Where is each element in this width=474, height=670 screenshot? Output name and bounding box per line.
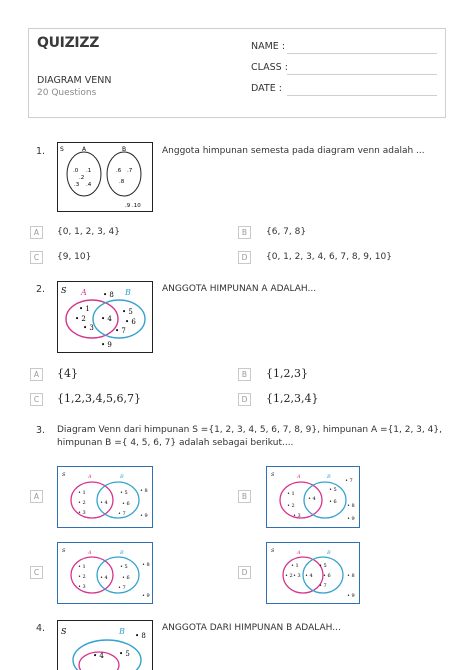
svg-text:• 5: • 5 — [120, 564, 128, 570]
svg-text:• 8: • 8 — [140, 488, 148, 494]
q2-option-c-letter[interactable]: C — [30, 393, 43, 406]
q3-option-c-letter[interactable]: C — [30, 566, 43, 579]
q4-text: ANGGOTA DARI HIMPUNAN B ADALAH... — [162, 623, 341, 633]
q4-elem-8: • 8 — [135, 632, 146, 640]
svg-text:• 2: • 2 — [285, 573, 293, 579]
q1-elem-0: .0 — [73, 168, 79, 174]
q2-option-a[interactable]: {4} — [57, 367, 78, 380]
q2-option-b-letter[interactable]: B — [238, 368, 251, 381]
svg-text:• 8: • 8 — [347, 503, 355, 509]
svg-text:• 1: • 1 — [78, 490, 86, 496]
svg-text:• 3: • 3 — [78, 584, 86, 590]
svg-text:A: A — [297, 474, 301, 480]
q1-option-c-letter[interactable]: C — [30, 251, 43, 264]
q2-elem-3: • 3 — [83, 324, 94, 332]
q1-outside-elems: .9 .10 — [125, 203, 141, 209]
q2-s-label: S — [61, 286, 67, 295]
q1-option-a-letter[interactable]: A — [30, 226, 43, 239]
q2-elem-5: • 5 — [122, 308, 133, 316]
q3-option-d-letter[interactable]: D — [238, 566, 251, 579]
q4-number: 4. — [36, 623, 46, 634]
svg-text:• 3: • 3 — [78, 510, 86, 516]
q2-option-a-letter[interactable]: A — [30, 368, 43, 381]
name-label: NAME : — [251, 41, 286, 52]
svg-text:• 2: • 2 — [78, 574, 86, 580]
q2-option-c[interactable]: {1,2,3,4,5,6,7} — [57, 392, 141, 405]
q2-elem-9: • 9 — [101, 341, 112, 349]
q1-elem-1: .1 — [86, 168, 92, 174]
q3-number: 3. — [36, 425, 46, 436]
q3-option-a-diagram[interactable] — [57, 466, 153, 528]
q1-option-c[interactable]: {9, 10} — [57, 252, 92, 262]
q3-text-line2: himpunan B ={ 4, 5, 6, 7} adalah sebagai berikut.... — [57, 438, 294, 448]
svg-text:A: A — [297, 550, 301, 556]
question-count: 20 Questions — [37, 88, 97, 98]
q1-elem-3: .3 — [74, 182, 80, 188]
q4-elem-5: • 5 — [119, 650, 130, 658]
q2-elem-6: • 6 — [125, 318, 136, 326]
svg-text:S: S — [271, 472, 275, 478]
q3-option-a-letter[interactable]: A — [30, 490, 43, 503]
name-line — [287, 53, 437, 54]
svg-text:• 8: • 8 — [347, 573, 355, 579]
q2-elem-8: • 8 — [103, 291, 114, 299]
svg-text:• 2: • 2 — [78, 500, 86, 506]
svg-text:• 9: • 9 — [142, 593, 150, 599]
quizizz-logo: QUIZIZZ — [37, 35, 100, 51]
q4-elem-4: • 4 — [93, 652, 104, 660]
svg-text:• 4: • 4 — [305, 573, 313, 579]
q2-elem-1: • 1 — [79, 305, 90, 313]
q1-venn-diagram — [57, 142, 153, 212]
svg-text:A: A — [88, 474, 92, 480]
svg-text:B: B — [327, 474, 331, 480]
q3-option-b-letter[interactable]: B — [238, 490, 251, 503]
q4-s-label: S — [61, 627, 67, 636]
q2-number: 2. — [36, 284, 46, 295]
q1-option-d-letter[interactable]: D — [238, 251, 251, 264]
q4-b-label: B — [119, 627, 125, 636]
class-line — [287, 74, 437, 75]
svg-text:• 8: • 8 — [142, 562, 150, 568]
svg-text:B: B — [327, 550, 331, 556]
q2-elem-7: • 7 — [115, 327, 126, 335]
svg-text:• 3: • 3 — [293, 513, 301, 519]
svg-text:S: S — [271, 548, 275, 554]
date-label: DATE : — [251, 83, 282, 94]
svg-text:• 4: • 4 — [100, 500, 108, 506]
svg-text:• 4: • 4 — [100, 575, 108, 581]
q1-elem-4: .4 — [86, 182, 92, 188]
svg-text:• 6: • 6 — [122, 575, 130, 581]
q1-option-a[interactable]: {0, 1, 2, 3, 4} — [57, 227, 120, 237]
q1-option-b[interactable]: {6, 7, 8} — [266, 227, 307, 237]
svg-text:• 7: • 7 — [319, 583, 327, 589]
q2-b-label: B — [125, 288, 131, 297]
svg-text:• 5: • 5 — [120, 490, 128, 496]
q2-option-b[interactable]: {1,2,3} — [266, 367, 308, 380]
q1-elem-6: .6 — [116, 168, 122, 174]
svg-text:• 1: • 1 — [291, 563, 299, 569]
svg-text:• 3: • 3 — [293, 573, 301, 579]
svg-text:• 1: • 1 — [78, 564, 86, 570]
q2-elem-4: • 4 — [101, 315, 112, 323]
q2-option-d[interactable]: {1,2,3,4} — [266, 392, 319, 405]
worksheet-header — [28, 28, 446, 118]
svg-text:• 6: • 6 — [329, 499, 337, 505]
q2-elem-2: • 2 — [75, 315, 86, 323]
q3-option-d-diagram[interactable] — [266, 542, 360, 604]
svg-text:• 9: • 9 — [347, 516, 355, 522]
svg-text:• 1: • 1 — [287, 491, 295, 497]
q1-a-label: A — [82, 146, 87, 153]
q1-option-b-letter[interactable]: B — [238, 226, 251, 239]
svg-text:• 7: • 7 — [118, 511, 126, 517]
svg-text:S: S — [62, 548, 66, 554]
q1-option-d[interactable]: {0, 1, 2, 3, 4, 6, 7, 8, 9, 10} — [266, 252, 392, 262]
q1-s-label: S — [60, 146, 64, 153]
date-line — [287, 95, 437, 96]
svg-text:• 6: • 6 — [323, 573, 331, 579]
class-label: CLASS : — [251, 62, 288, 73]
svg-text:• 6: • 6 — [122, 501, 130, 507]
q1-b-label: B — [122, 146, 127, 153]
q4-venn-diagram — [57, 620, 153, 670]
svg-text:• 7: • 7 — [345, 478, 353, 484]
svg-text:B: B — [120, 474, 124, 480]
worksheet-title: DIAGRAM VENN — [37, 75, 112, 86]
svg-text:B: B — [120, 550, 124, 556]
q2-a-label: A — [81, 288, 87, 297]
q1-elem-8: .8 — [119, 179, 125, 185]
svg-text:• 5: • 5 — [319, 563, 327, 569]
q2-text: ANGGOTA HIMPUNAN A ADALAH... — [162, 284, 317, 294]
svg-text:A: A — [88, 550, 92, 556]
svg-text:• 7: • 7 — [118, 585, 126, 591]
svg-text:S: S — [62, 472, 66, 478]
q1-elem-7: .7 — [127, 168, 133, 174]
q3-text-line1: Diagram Venn dari himpunan S ={1, 2, 3, 4, 5, 6, 7, 8, 9}, himpunan A ={1, 2, 3, 4}, — [57, 425, 442, 435]
q1-elem-2: .2 — [79, 175, 85, 181]
q2-option-d-letter[interactable]: D — [238, 393, 251, 406]
q3-option-b-diagram[interactable] — [266, 466, 360, 528]
q1-number: 1. — [36, 146, 46, 157]
svg-text:• 9: • 9 — [347, 593, 355, 599]
q1-text: Anggota himpunan semesta pada diagram venn adalah ... — [162, 146, 425, 156]
q2-venn-diagram — [57, 281, 153, 353]
q3-option-c-diagram[interactable] — [57, 542, 153, 604]
svg-text:• 2: • 2 — [287, 503, 295, 509]
svg-text:• 4: • 4 — [308, 496, 316, 502]
svg-text:• 5: • 5 — [329, 487, 337, 493]
svg-text:• 9: • 9 — [140, 513, 148, 519]
